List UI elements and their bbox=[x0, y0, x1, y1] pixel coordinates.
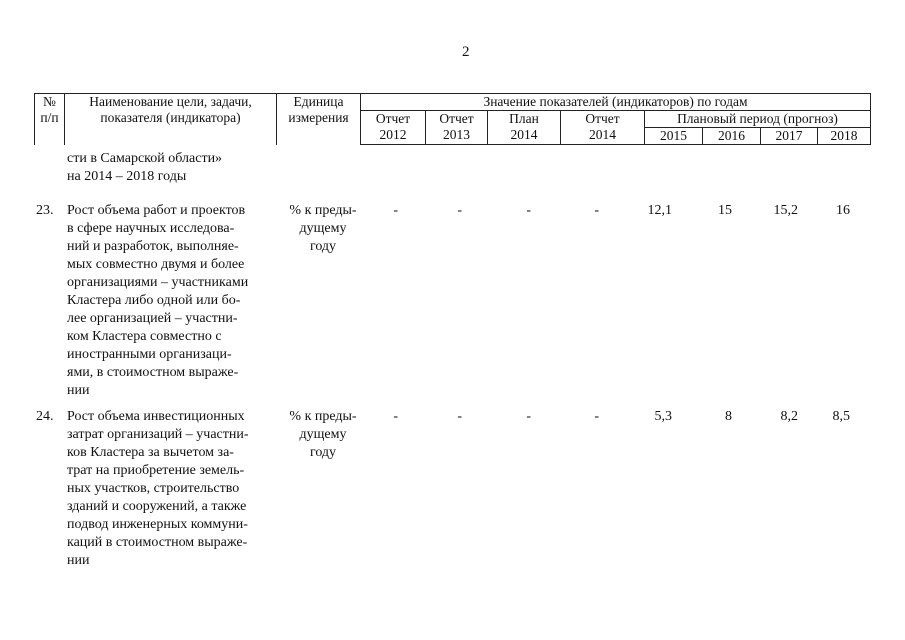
row-name: Рост объема инвестиционных затрат организаций – участни- ков Кластера за вычетом за- трат на приобретение земель- ных участков, строительство зданий и сооружений, а также подвод инженерных коммуни- каций в стоимостном выраже- нии bbox=[67, 409, 249, 568]
value-2015: 5,3 bbox=[654, 409, 672, 424]
header-values-group: Значение показателей (индикаторов) по годам bbox=[361, 94, 871, 111]
value-2012: - bbox=[393, 203, 398, 218]
header-year-2013: Отчет 2013 bbox=[426, 111, 488, 145]
header-year-2018: 2018 bbox=[818, 128, 871, 145]
value-2013: - bbox=[457, 409, 462, 424]
row-number: 24. bbox=[36, 409, 54, 424]
value-2016: 15 bbox=[718, 203, 732, 218]
table-header bbox=[34, 93, 871, 145]
header-unit: Единица измерения bbox=[277, 94, 361, 145]
header-name: Наименование цели, задачи, показателя (индикатора) bbox=[65, 94, 277, 145]
value-plan-2014: - bbox=[526, 203, 531, 218]
value-report-2014: - bbox=[594, 203, 599, 218]
header-plan-period: Плановый период (прогноз) bbox=[645, 111, 871, 128]
value-2018: 8,5 bbox=[832, 409, 850, 424]
page-number: 2 bbox=[462, 44, 470, 60]
row-name: Рост объема работ и проектов в сфере научных исследова- ний и разработок, выполняе- мых совместно двумя и более организациями – участниками Кластера либо одной или бо- лее организацией – участни- ком Кластера совместно с иностранными организаци- ями, в стоимостном выраже- нии bbox=[67, 203, 249, 398]
value-2017: 15,2 bbox=[773, 203, 798, 218]
value-2012: - bbox=[393, 409, 398, 424]
row-unit: % к преды- дущему году bbox=[289, 409, 357, 460]
header-year-2017: 2017 bbox=[761, 128, 818, 145]
header-year-2016: 2016 bbox=[703, 128, 761, 145]
row-unit: % к преды- дущему году bbox=[289, 203, 357, 254]
header-year-2015: 2015 bbox=[645, 128, 703, 145]
value-2016: 8 bbox=[725, 409, 732, 424]
value-2015: 12,1 bbox=[647, 203, 672, 218]
header-number: № п/п bbox=[35, 94, 65, 145]
header-plan-2014: План 2014 bbox=[488, 111, 561, 145]
value-report-2014: - bbox=[594, 409, 599, 424]
header-report-2014: Отчет 2014 bbox=[561, 111, 645, 145]
value-2013: - bbox=[457, 203, 462, 218]
value-2017: 8,2 bbox=[780, 409, 798, 424]
row-number: 23. bbox=[36, 203, 54, 218]
value-plan-2014: - bbox=[526, 409, 531, 424]
value-2018: 16 bbox=[836, 203, 850, 218]
header-year-2012: Отчет 2012 bbox=[361, 111, 426, 145]
